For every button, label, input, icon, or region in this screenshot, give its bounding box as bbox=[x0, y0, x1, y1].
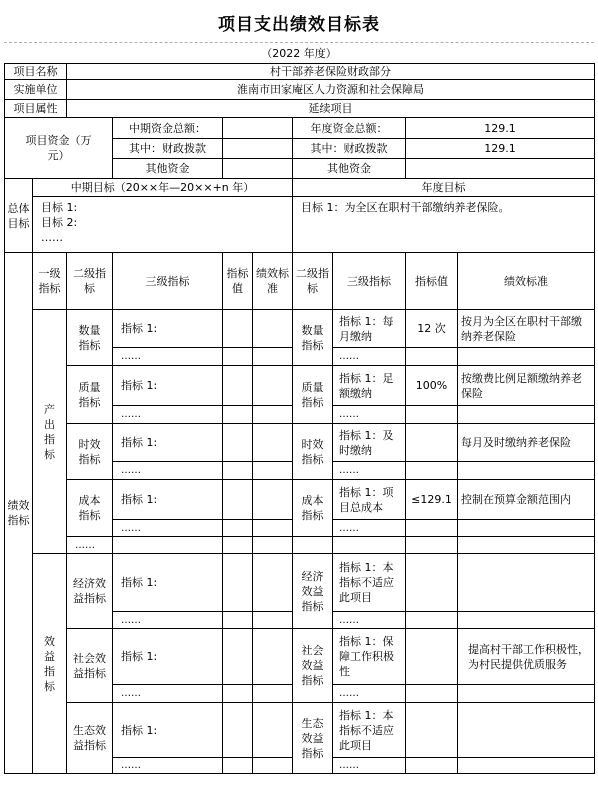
benefit-row-year-standard bbox=[458, 554, 595, 612]
benefit-row-year-more: …… bbox=[333, 758, 406, 774]
output-row-l2: 成本指标 bbox=[67, 480, 113, 537]
benefit-row-l2: 经济效益指标 bbox=[67, 554, 113, 629]
year-other-funds-value bbox=[406, 159, 595, 179]
benefit-row-mid-more: …… bbox=[113, 612, 223, 629]
output-row-year-l2: 质量指标 bbox=[293, 366, 333, 424]
header-level2: 二级指标 bbox=[67, 253, 113, 310]
empty-cell bbox=[458, 348, 595, 366]
empty-cell bbox=[458, 612, 595, 629]
output-row-mid-standard bbox=[253, 480, 293, 520]
output-row-year-standard: 按缴费比例足额缴纳养老保险 bbox=[458, 366, 595, 406]
output-row-mid-value bbox=[223, 366, 253, 406]
empty-cell bbox=[406, 462, 458, 480]
output-row-year-l2: 成本指标 bbox=[293, 480, 333, 537]
output-row-year-l2: 数量指标 bbox=[293, 310, 333, 366]
mid-total-funds-value bbox=[223, 118, 293, 139]
year-label: （2022 年度） bbox=[261, 47, 337, 60]
output-row-year-standard: 每月及时缴纳养老保险 bbox=[458, 424, 595, 462]
output-row-mid-indicator: 指标 1: bbox=[113, 310, 223, 348]
empty-cell bbox=[113, 537, 223, 554]
output-row-mid-more: …… bbox=[113, 462, 223, 480]
benefit-row-mid-more: …… bbox=[113, 758, 223, 774]
output-row-year-standard: 控制在预算金额范围内 bbox=[458, 480, 595, 520]
empty-cell bbox=[406, 520, 458, 537]
output-row-mid-more: …… bbox=[113, 406, 223, 424]
output-row-mid-indicator: 指标 1: bbox=[113, 424, 223, 462]
output-row-mid-indicator: 指标 1: bbox=[113, 480, 223, 520]
empty-cell bbox=[253, 520, 293, 537]
mid-goal-more: …… bbox=[41, 231, 63, 244]
benefit-row-mid-value bbox=[223, 703, 253, 758]
empty-cell bbox=[406, 758, 458, 774]
output-row-year-more: …… bbox=[333, 462, 406, 480]
annual-goals-content bbox=[293, 197, 595, 253]
mid-other-funds-value bbox=[223, 159, 293, 179]
benefit-row-year-standard bbox=[458, 703, 595, 758]
project-attribute-value: 延续项目 bbox=[67, 100, 595, 118]
empty-cell bbox=[223, 685, 253, 703]
output-row-year-indicator: 指标 1：项目总成本 bbox=[333, 480, 406, 520]
empty-cell bbox=[406, 348, 458, 366]
empty-cell bbox=[406, 406, 458, 424]
output-row-year-value: 100% bbox=[406, 366, 458, 406]
overall-goals-label: 总体目标 bbox=[5, 179, 33, 253]
benefit-row-mid-standard bbox=[253, 554, 293, 612]
empty-cell bbox=[333, 537, 406, 554]
output-row-l2: 质量指标 bbox=[67, 366, 113, 424]
benefit-row-mid-indicator: 指标 1: bbox=[113, 554, 223, 612]
benefit-indicators-label: 效益指标 bbox=[33, 554, 67, 774]
output-row-year-standard: 按月为全区在职村干部缴纳养老保险 bbox=[458, 310, 595, 348]
output-row-year-value bbox=[406, 424, 458, 462]
benefit-row-mid-indicator: 指标 1: bbox=[113, 629, 223, 685]
output-row-year-indicator: 指标 1：足额缴纳 bbox=[333, 366, 406, 406]
header-level1: 一级指标 bbox=[33, 253, 67, 310]
mid-goal-2: 目标 2: bbox=[41, 216, 78, 229]
output-row-year-indicator: 指标 1：每月缴纳 bbox=[333, 310, 406, 348]
output-row-mid-value bbox=[223, 310, 253, 348]
performance-indicators-label: 绩效指标 bbox=[5, 253, 33, 774]
benefit-row-year-value bbox=[406, 703, 458, 758]
benefit-row-year-indicator: 指标 1：本指标不适应此项目 bbox=[333, 703, 406, 758]
output-row-mid-more: …… bbox=[113, 348, 223, 366]
output-row-year-l2: 时效指标 bbox=[293, 424, 333, 480]
benefit-row-year-value bbox=[406, 554, 458, 612]
empty-cell bbox=[223, 612, 253, 629]
empty-cell bbox=[458, 685, 595, 703]
year-total-funds-value: 129.1 bbox=[406, 118, 595, 139]
output-row-year-value: ≤129.1 bbox=[406, 480, 458, 520]
empty-cell bbox=[253, 612, 293, 629]
year-fiscal-funds-value: 129.1 bbox=[406, 139, 595, 159]
benefit-row-l2: 社会效益指标 bbox=[67, 629, 113, 703]
output-row-l2: 时效指标 bbox=[67, 424, 113, 480]
empty-cell bbox=[406, 537, 458, 554]
mid-fiscal-funds-label: 其中：财政拨款 bbox=[113, 139, 223, 159]
annual-goal-1: 目标 1：为全区在职村干部缴纳养老保险。 bbox=[301, 201, 510, 214]
mid-term-goals-header: 中期目标（20××年—20××+n 年） bbox=[33, 179, 293, 197]
header-year-level3: 三级指标 bbox=[333, 253, 406, 310]
empty-cell bbox=[293, 537, 333, 554]
output-row-year-indicator: 指标 1：及时缴纳 bbox=[333, 424, 406, 462]
benefit-row-l2: 生态效益指标 bbox=[67, 703, 113, 774]
benefit-row-mid-value bbox=[223, 629, 253, 685]
output-row-year-value: 12 次 bbox=[406, 310, 458, 348]
performance-table bbox=[4, 63, 595, 774]
benefit-row-mid-indicator: 指标 1: bbox=[113, 703, 223, 758]
empty-cell bbox=[223, 406, 253, 424]
mid-goal-1: 目标 1: bbox=[41, 201, 78, 214]
empty-cell bbox=[406, 685, 458, 703]
header-value: 指标值 bbox=[223, 253, 253, 310]
output-row-year-more: …… bbox=[333, 520, 406, 537]
project-name-label: 项目名称 bbox=[5, 64, 67, 80]
output-row-year-more: …… bbox=[333, 348, 406, 366]
project-attribute-label: 项目属性 bbox=[5, 100, 67, 118]
benefit-row-year-indicator: 指标 1：本指标不适应此项目 bbox=[333, 554, 406, 612]
header-standard: 绩效标准 bbox=[253, 253, 293, 310]
empty-cell bbox=[458, 406, 595, 424]
benefit-row-year-more: …… bbox=[333, 685, 406, 703]
empty-cell bbox=[253, 537, 293, 554]
output-row-mid-value bbox=[223, 480, 253, 520]
benefit-row-year-l2: 经济效益指标 bbox=[293, 554, 333, 629]
table-title: 项目支出绩效目标表 bbox=[218, 15, 380, 35]
empty-cell bbox=[253, 406, 293, 424]
empty-cell bbox=[223, 462, 253, 480]
header-year-value: 指标值 bbox=[406, 253, 458, 310]
benefit-row-year-l2: 生态效益指标 bbox=[293, 703, 333, 774]
year-total-funds-label: 年度资金总额： bbox=[293, 118, 406, 139]
empty-cell bbox=[253, 685, 293, 703]
output-row-mid-indicator: 指标 1: bbox=[113, 366, 223, 406]
output-row-mid-value bbox=[223, 424, 253, 462]
header-year-standard: 绩效标准 bbox=[458, 253, 595, 310]
output-row-mid-standard bbox=[253, 424, 293, 462]
output-row-mid-standard bbox=[253, 310, 293, 348]
year-other-funds-label: 其他资金 bbox=[293, 159, 406, 179]
empty-cell bbox=[406, 612, 458, 629]
empty-cell bbox=[458, 537, 595, 554]
output-indicators-label: 产出指标 bbox=[33, 310, 67, 554]
header-level3: 三级指标 bbox=[113, 253, 223, 310]
benefit-row-mid-more: …… bbox=[113, 685, 223, 703]
mid-total-funds-label: 中期资金总额： bbox=[113, 118, 223, 139]
benefit-row-year-l2: 社会效益指标 bbox=[293, 629, 333, 703]
empty-cell bbox=[223, 758, 253, 774]
output-row-mid-standard bbox=[253, 366, 293, 406]
benefit-row-mid-standard bbox=[253, 703, 293, 758]
implementing-unit-label: 实施单位 bbox=[5, 80, 67, 100]
mid-other-funds-label: 其他资金 bbox=[113, 159, 223, 179]
year-fiscal-funds-label: 其中：财政拨款 bbox=[293, 139, 406, 159]
dashed-divider bbox=[4, 42, 594, 43]
empty-cell bbox=[253, 758, 293, 774]
project-name-value: 村干部养老保险财政部分 bbox=[67, 64, 595, 80]
empty-cell bbox=[253, 348, 293, 366]
project-funds-label: 项目资金（万元） bbox=[5, 118, 113, 179]
empty-cell bbox=[458, 462, 595, 480]
output-row-mid-more: …… bbox=[113, 520, 223, 537]
benefit-row-year-more: …… bbox=[333, 612, 406, 629]
output-row-year-more: …… bbox=[333, 406, 406, 424]
annual-goals-header: 年度目标 bbox=[293, 179, 595, 197]
output-l2-more: …… bbox=[67, 537, 113, 554]
benefit-row-mid-standard bbox=[253, 629, 293, 685]
empty-cell bbox=[253, 462, 293, 480]
empty-cell bbox=[223, 348, 253, 366]
header-year-level2: 二级指标 bbox=[293, 253, 333, 310]
empty-cell bbox=[223, 537, 253, 554]
benefit-row-year-standard: 提高村干部工作积极性，为村民提供优质服务 bbox=[458, 629, 595, 685]
empty-cell bbox=[458, 758, 595, 774]
empty-cell bbox=[458, 520, 595, 537]
benefit-row-year-indicator: 指标 1：保障工作积极性 bbox=[333, 629, 406, 685]
mid-fiscal-funds-value bbox=[223, 139, 293, 159]
implementing-unit-value: 淮南市田家庵区人力资源和社会保障局 bbox=[67, 80, 595, 100]
benefit-row-year-value bbox=[406, 629, 458, 685]
empty-cell bbox=[223, 520, 253, 537]
output-row-l2: 数量指标 bbox=[67, 310, 113, 366]
benefit-row-mid-value bbox=[223, 554, 253, 612]
mid-term-goals-content bbox=[33, 197, 293, 253]
